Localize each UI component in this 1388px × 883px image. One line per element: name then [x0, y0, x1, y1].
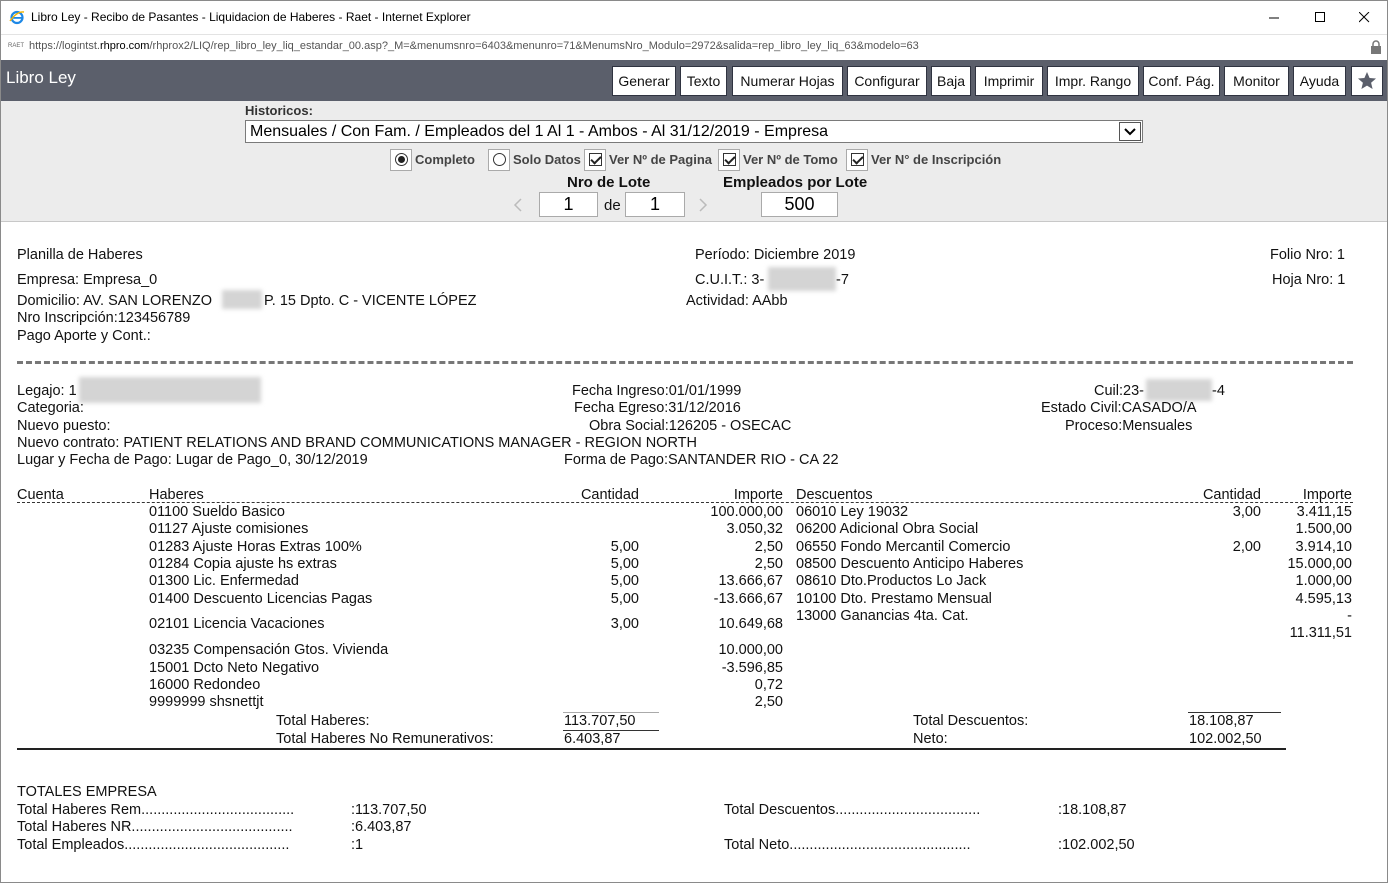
- generar-button[interactable]: Generar: [612, 66, 676, 96]
- historicos-select[interactable]: [245, 120, 1143, 143]
- site-favicon: RAET: [8, 43, 25, 49]
- haberes-row-concepto: 9999999 shsnettjt: [149, 694, 264, 710]
- empleados-lote-label: Empleados por Lote: [723, 174, 868, 191]
- star-icon: [1357, 71, 1377, 91]
- descuentos-row-importe: 15.000,00: [1287, 556, 1352, 572]
- fecha-egreso-text: Fecha Egreso:31/12/2016: [574, 400, 741, 416]
- fecha-ingreso-text: Fecha Ingreso:01/01/1999: [572, 383, 742, 399]
- haberes-row-concepto: 01100 Sueldo Basico: [149, 504, 285, 520]
- descuentos-row-importe: 4.595,13: [1295, 591, 1352, 607]
- total-nr-value: 6.403,87: [564, 731, 621, 747]
- haberes-row-cantidad: 3,00: [610, 616, 639, 632]
- empleados-lote-input[interactable]: 500: [761, 192, 838, 217]
- total-nr-label: Total Haberes No Remunerativos:: [276, 731, 494, 747]
- descuentos-row-importe: 3.411,15: [1296, 504, 1352, 520]
- cuil-redacted: [1146, 379, 1212, 401]
- configurar-button[interactable]: Configurar: [847, 66, 927, 96]
- total-neto-empresa-label: Total Neto.............................................: [724, 837, 971, 853]
- monitor-button[interactable]: Monitor: [1224, 66, 1289, 96]
- descuentos-header: Descuentos: [796, 487, 873, 503]
- total-rem-label: Total Haberes Rem......................................: [17, 802, 295, 818]
- completo-radio[interactable]: [395, 153, 408, 166]
- haberes-row-importe: 2,50: [754, 539, 783, 555]
- solo-datos-radio[interactable]: [493, 153, 506, 166]
- descuentos-row-cantidad: 3,00: [1232, 504, 1261, 520]
- url-text[interactable]: [29, 40, 919, 52]
- descuentos-row-importe-cont: 11.311,51: [1289, 625, 1352, 641]
- impr-rango-button[interactable]: Impr. Rango: [1047, 66, 1139, 96]
- ver-tomo-checkbox[interactable]: [723, 153, 736, 166]
- forma-pago-text: Forma de Pago:SANTANDER RIO - CA 22: [564, 452, 839, 468]
- filter-panel: [1, 101, 1387, 222]
- ver-inscripcion-option[interactable]: [846, 148, 1001, 171]
- cuenta-header: Cuenta: [17, 487, 64, 503]
- total-haberes-label: Total Haberes:: [276, 713, 370, 729]
- proceso-text: Proceso:Mensuales: [1065, 418, 1193, 434]
- total-haberes-value: 113.707,50: [564, 713, 636, 729]
- descuentos-row-cantidad: 2,00: [1232, 539, 1261, 555]
- total-descuentos-label: Total Descuentos:: [913, 713, 1029, 729]
- cuil-suffix: -4: [1212, 383, 1225, 399]
- minimize-icon: [1269, 12, 1280, 23]
- descuentos-row-concepto: 08610 Dto.Productos Lo Jack: [796, 573, 987, 589]
- completo-radio-box[interactable]: [390, 149, 412, 171]
- historicos-value: Mensuales / Con Fam. / Empleados del 1 Al 1 - Ambos - Al 31/12/2019 - Empresa: [250, 123, 829, 140]
- nuevo-contrato-text: Nuevo contrato: PATIENT RELATIONS AND BRAND COMMUNICATIONS MANAGER - REGION NORTH: [17, 435, 697, 451]
- haberes-row-concepto: 02101 Licencia Vacaciones: [149, 616, 325, 632]
- haberes-row-concepto: 16000 Redondeo: [149, 677, 261, 693]
- haberes-header: Haberes: [149, 487, 204, 503]
- descuentos-row-importe: 3.914,10: [1295, 539, 1352, 555]
- window-title: Libro Ley - Recibo de Pasantes - Liquidacion de Haberes - Raet - Internet Explorer: [31, 10, 471, 24]
- internet-explorer-icon: [9, 9, 25, 25]
- total-nr-empresa-label: Total Haberes NR........................................: [17, 819, 293, 835]
- haberes-row-importe: -3.596,85: [721, 660, 783, 676]
- minimize-button[interactable]: [1251, 1, 1297, 33]
- baja-button[interactable]: Baja: [931, 66, 971, 96]
- haberes-row-importe: 3.050,32: [726, 521, 783, 537]
- haberes-row-concepto: 03235 Compensación Gtos. Vivienda: [149, 642, 389, 658]
- section-divider: [17, 361, 1353, 364]
- haberes-row-cantidad: 5,00: [610, 591, 639, 607]
- dropdown-arrow[interactable]: [1119, 122, 1141, 141]
- ver-pagina-label: Ver Nº de Pagina: [609, 152, 713, 167]
- hoja-text: Hoja Nro: 1: [1272, 272, 1346, 288]
- ver-pagina-checkbox[interactable]: [589, 153, 602, 166]
- favorite-button[interactable]: [1351, 66, 1383, 96]
- nro-lote-label: Nro de Lote: [567, 174, 651, 191]
- haberes-row-importe: 0,72: [754, 677, 783, 693]
- url-path: /rhprox2/LIQ/rep_libro_ley_liq_estandar_00.asp?_M=&menumsnro=6403&menunro=71&MenumsNro_Modulo=2972&salida=rep_libro_ley_liq_63&modelo=63: [149, 40, 919, 52]
- folio-text: Folio Nro: 1: [1270, 247, 1345, 263]
- domicilio-prefix: Domicilio: AV. SAN LORENZO: [17, 293, 212, 309]
- descuentos-row-concepto: 06010 Ley 19032: [796, 504, 909, 520]
- descuentos-row-concepto: 08500 Descuento Anticipo Haberes: [796, 556, 1024, 572]
- total-rem-value: :113.707,50: [351, 802, 427, 818]
- app-toolbar: [1, 60, 1387, 101]
- importe2-header: Importe: [1302, 487, 1352, 503]
- haberes-row-importe: -13.666,67: [713, 591, 783, 607]
- lote-to-input[interactable]: 1: [625, 192, 685, 217]
- total-neto-empresa-value: :102.002,50: [1058, 837, 1135, 853]
- app-title: Libro Ley: [6, 68, 76, 87]
- haberes-row-concepto: 15001 Dcto Neto Negativo: [149, 660, 320, 676]
- completo-label: Completo: [415, 152, 475, 167]
- close-button[interactable]: [1341, 1, 1387, 33]
- historicos-label: Historicos:: [245, 103, 313, 118]
- texto-button[interactable]: Texto: [680, 66, 727, 96]
- domicilio-redacted: [222, 290, 262, 309]
- ayuda-button[interactable]: Ayuda: [1293, 66, 1346, 96]
- haberes-row-concepto: 01127 Ajuste comisiones: [149, 521, 309, 537]
- report-page: [1, 223, 1387, 883]
- haberes-row-cantidad: 5,00: [610, 573, 639, 589]
- conf-pag-button[interactable]: Conf. Pág.: [1143, 66, 1220, 96]
- address-bar[interactable]: [1, 34, 1387, 59]
- descuentos-row-importe: 1.000,00: [1295, 573, 1352, 589]
- descuentos-row-concepto: 06200 Adicional Obra Social: [796, 521, 979, 537]
- estado-civil-text: Estado Civil:CASADO/A: [1041, 400, 1197, 416]
- legajo-text: Legajo: 1: [17, 383, 77, 399]
- cuit-prefix: C.U.I.T.: 3-: [695, 272, 765, 288]
- haberes-row-concepto: 01283 Ajuste Horas Extras 100%: [149, 539, 362, 555]
- de-label: de: [604, 197, 621, 214]
- descuentos-row-importe: 1.500,00: [1295, 521, 1352, 537]
- empresa-text: Empresa: Empresa_0: [17, 272, 158, 288]
- total-descuentos-value: 18.108,87: [1189, 713, 1254, 729]
- url-domain: rhpro.com: [99, 40, 150, 52]
- close-icon: [1359, 12, 1370, 23]
- title-bar: [1, 1, 1387, 33]
- haberes-row-concepto: 01300 Lic. Enfermedad: [149, 573, 299, 589]
- total-empleados-label: Total Empleados.........................................: [17, 837, 290, 853]
- cuit-redacted: [768, 267, 836, 291]
- nuevo-puesto-text: Nuevo puesto:: [17, 418, 111, 434]
- totales-empresa-title: TOTALES EMPRESA: [17, 784, 157, 800]
- maximize-icon: [1315, 12, 1326, 23]
- haberes-row-importe: 100.000,00: [710, 504, 783, 520]
- neto-value: 102.002,50: [1189, 731, 1262, 747]
- lote-from-input[interactable]: 1: [539, 192, 598, 217]
- imprimir-button[interactable]: Imprimir: [975, 66, 1043, 96]
- inscripcion-text: Nro Inscripción:123456789: [17, 310, 191, 326]
- ver-tomo-label: Ver Nº de Tomo: [743, 152, 838, 167]
- haberes-row-importe: 13.666,67: [718, 573, 783, 589]
- ver-tomo-option[interactable]: [718, 148, 838, 171]
- ver-pagina-check-box[interactable]: [584, 149, 606, 171]
- total-nr-empresa-value: :6.403,87: [351, 819, 412, 835]
- ver-inscripcion-check-box[interactable]: [846, 149, 868, 171]
- periodo-text: Período: Diciembre 2019: [695, 247, 856, 263]
- haberes-row-importe: 10.000,00: [718, 642, 783, 658]
- neto-label: Neto:: [913, 731, 948, 747]
- actividad-text: Actividad: AAbb: [686, 293, 788, 309]
- total-desc-empresa-value: :18.108,87: [1058, 802, 1127, 818]
- legajo-redacted: [79, 377, 261, 403]
- haberes-row-concepto: 01284 Copia ajuste hs extras: [149, 556, 337, 572]
- descuentos-row-concepto: 10100 Dto. Prestamo Mensual: [796, 591, 992, 607]
- header-rule: [17, 502, 1353, 503]
- maximize-button[interactable]: [1297, 1, 1343, 33]
- descuentos-row-concepto: 06550 Fondo Mercantil Comercio: [796, 539, 1011, 555]
- pago-aporte-text: Pago Aporte y Cont.:: [17, 328, 151, 344]
- cantidad2-header: Cantidad: [1202, 487, 1261, 503]
- descuentos-row-importe: -: [1347, 608, 1352, 624]
- cuil-prefix: Cuil:23-: [1094, 383, 1144, 399]
- cantidad-header: Cantidad: [580, 487, 639, 503]
- importe-header: Importe: [733, 487, 783, 503]
- totals-rule: [17, 748, 1286, 750]
- haberes-row-concepto: 01400 Descuento Licencias Pagas: [149, 591, 373, 607]
- haberes-row-cantidad: 5,00: [610, 556, 639, 572]
- planilla-title: Planilla de Haberes: [17, 247, 143, 263]
- solo-datos-label: Solo Datos: [513, 152, 581, 167]
- haberes-row-importe: 2,50: [754, 556, 783, 572]
- next-lote-icon[interactable]: [698, 198, 708, 212]
- ver-tomo-check-box[interactable]: [718, 149, 740, 171]
- obra-social-text: Obra Social:126205 - OSECAC: [589, 418, 792, 434]
- chevron-down-icon: [1124, 128, 1136, 136]
- prev-lote-icon[interactable]: [513, 198, 523, 212]
- numerar-hojas-button[interactable]: Numerar Hojas: [732, 66, 843, 96]
- lugar-pago-text: Lugar y Fecha de Pago: Lugar de Pago_0, 30/12/2019: [17, 452, 368, 468]
- categoria-text: Categoria:: [17, 400, 84, 416]
- ver-inscripcion-label: Ver N° de Inscripción: [871, 152, 1002, 167]
- total-empleados-value: :1: [351, 837, 364, 853]
- total-desc-empresa-label: Total Descuentos....................................: [724, 802, 981, 818]
- url-prefix: https://logintst.: [29, 40, 100, 52]
- solo-datos-option[interactable]: [488, 148, 581, 171]
- descuentos-row-concepto: 13000 Ganancias 4ta. Cat.: [796, 608, 969, 624]
- ver-pagina-option[interactable]: [584, 148, 712, 171]
- completo-option[interactable]: [390, 148, 475, 171]
- ver-inscripcion-checkbox[interactable]: [851, 153, 864, 166]
- haberes-row-importe: 2,50: [754, 694, 783, 710]
- solo-datos-radio-box[interactable]: [488, 149, 510, 171]
- haberes-row-cantidad: 5,00: [610, 539, 639, 555]
- cuit-suffix: -7: [836, 272, 849, 288]
- lock-icon[interactable]: [1370, 40, 1382, 54]
- domicilio-suffix: P. 15 Dpto. C - VICENTE LÓPEZ: [264, 293, 477, 309]
- haberes-row-importe: 10.649,68: [718, 616, 783, 632]
